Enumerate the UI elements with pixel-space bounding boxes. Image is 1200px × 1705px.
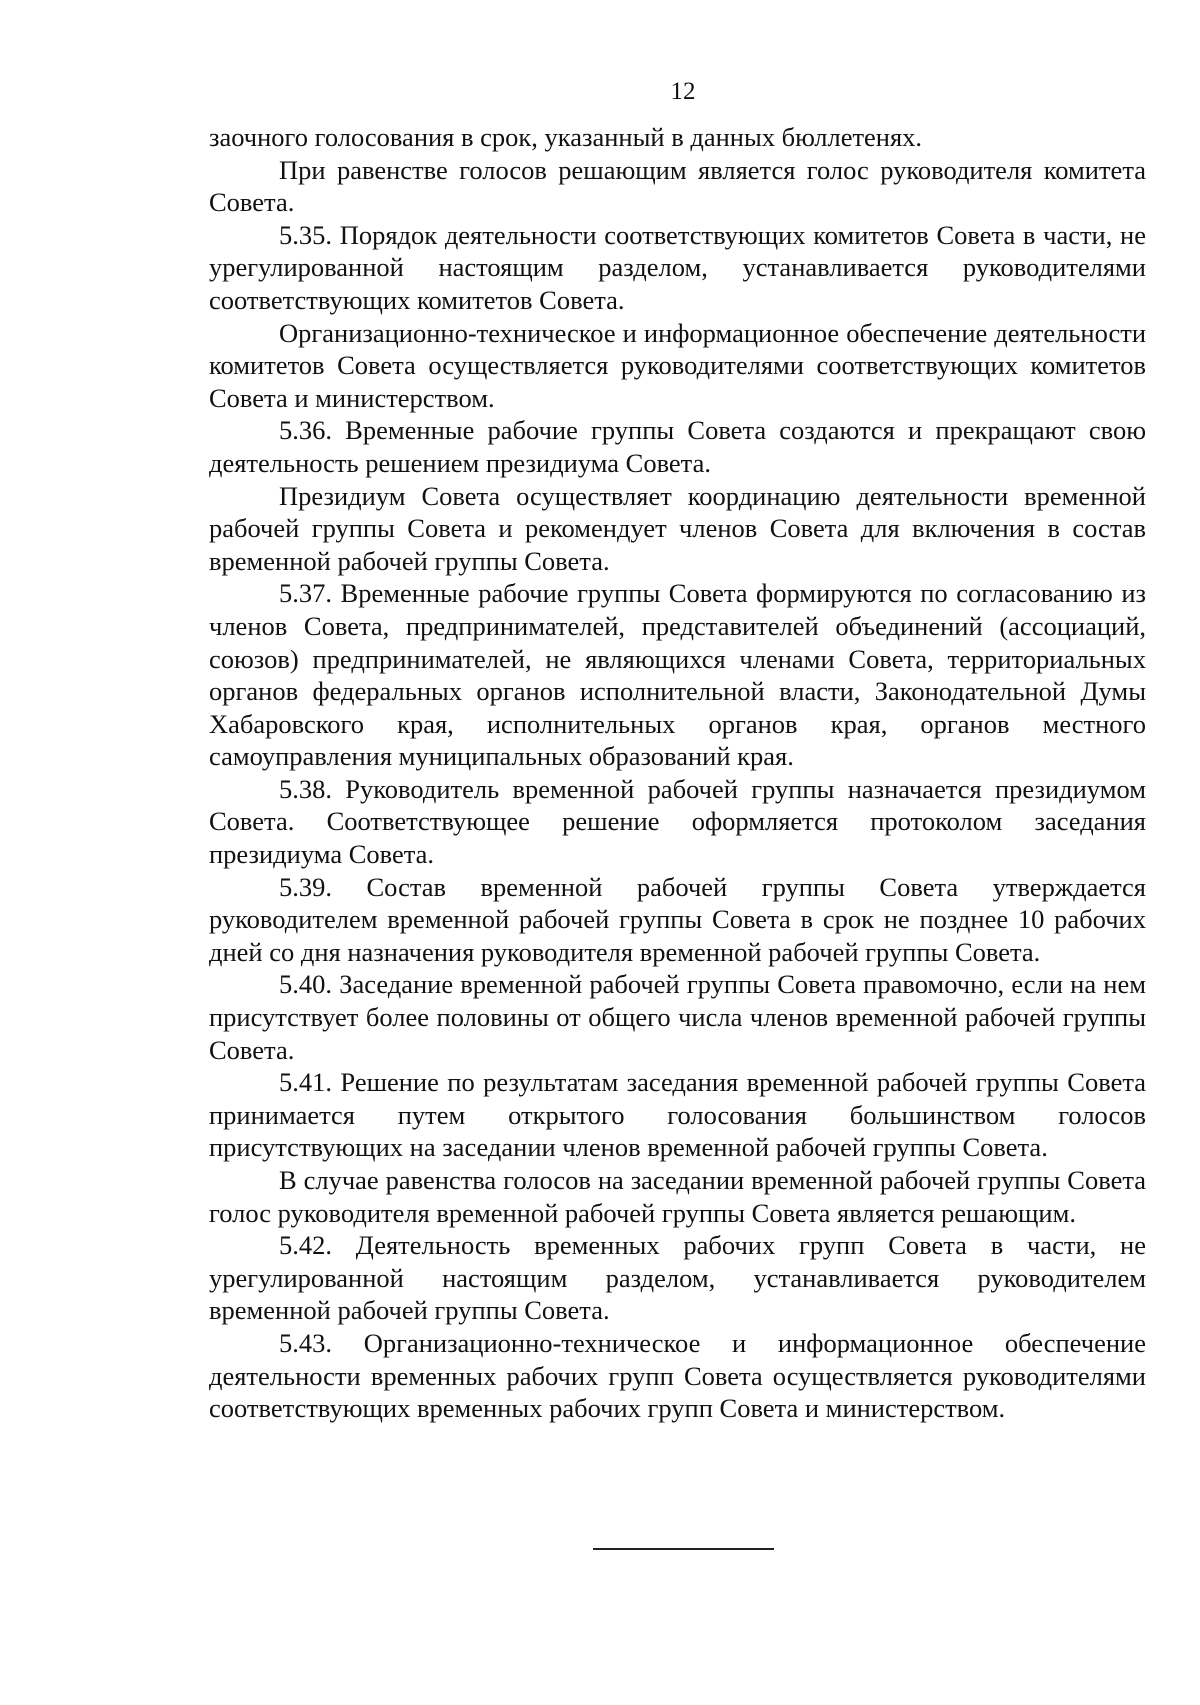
paragraph-5-37: 5.37. Временные рабочие группы Совета формируются по согласованию из членов Совета, предпринимателей, представителей объединений (ассоциаций, союзов) предпринимателей, не являющихся членами Совета, территориальных органов федеральных органов исполнительной власти, Законодательной Думы Хабаровского края, исполнительных органов края, органов местного самоуправления муниципальных образований края. — [209, 578, 1146, 772]
paragraph-5-41: 5.41. Решение по результатам заседания временной рабочей группы Совета принимается путем открытого голосования большинством голосов присутствующих на заседании членов временной рабочей группы Совета. — [209, 1067, 1146, 1163]
paragraph-5-42: 5.42. Деятельность временных рабочих групп Совета в части, не урегулированной настоящим разделом, устанавливается руководителем временной рабочей группы Совета. — [209, 1230, 1146, 1326]
paragraph-5-38: 5.38. Руководитель временной рабочей группы назначается президиумом Совета. Соответствующее решение оформляется протоколом заседания президиума Совета. — [209, 773, 1146, 870]
paragraph-tie-vote-group: В случае равенства голосов на заседании временной рабочей группы Совета голос руководителя временной рабочей группы Совета является решающим. — [209, 1165, 1146, 1228]
document-body — [209, 121, 1146, 1425]
paragraph-5-43: 5.43. Организационно-техническое и информационное обеспечение деятельности временных рабочих групп Совета осуществляется руководителями соответствующих временных рабочих групп Совета и министерством. — [209, 1327, 1146, 1424]
page-number: 12 — [670, 78, 696, 105]
paragraph-5-35: 5.35. Порядок деятельности соответствующих комитетов Совета в части, не урегулированной настоящим разделом, устанавливается руководителями соответствующих комитетов Совета. — [209, 219, 1146, 315]
paragraph-5-40: 5.40. Заседание временной рабочей группы Совета правомочно, если на нем присутствует более половины от общего числа членов временной рабочей группы Совета. — [209, 969, 1146, 1065]
paragraph-5-39: 5.39. Состав временной рабочей группы Совета утверждается руководителем временной рабочей группы Совета в срок не позднее 10 рабочих дней со дня назначения руководителя временной рабочей группы Совета. — [209, 871, 1146, 967]
paragraph-presidium-coordination: Президиум Совета осуществляет координацию деятельности временной рабочей группы Совета и рекомендует членов Совета для включения в состав временной рабочей группы Совета. — [209, 480, 1146, 576]
paragraph-5-36: 5.36. Временные рабочие группы Совета создаются и прекращают свою деятельность решением президиума Совета. — [209, 415, 1146, 478]
paragraph-tie-vote: При равенстве голосов решающим является голос руководителя комитета Совета. — [209, 154, 1146, 218]
paragraph-continuation: заочного голосования в срок, указанный в данных бюллетенях. — [209, 122, 923, 152]
end-of-text-divider — [593, 1548, 774, 1550]
paragraph-committee-support: Организационно-техническое и информационное обеспечение деятельности комитетов Совета осуществляется руководителями соответствующих комитетов Совета и министерством. — [209, 317, 1146, 413]
